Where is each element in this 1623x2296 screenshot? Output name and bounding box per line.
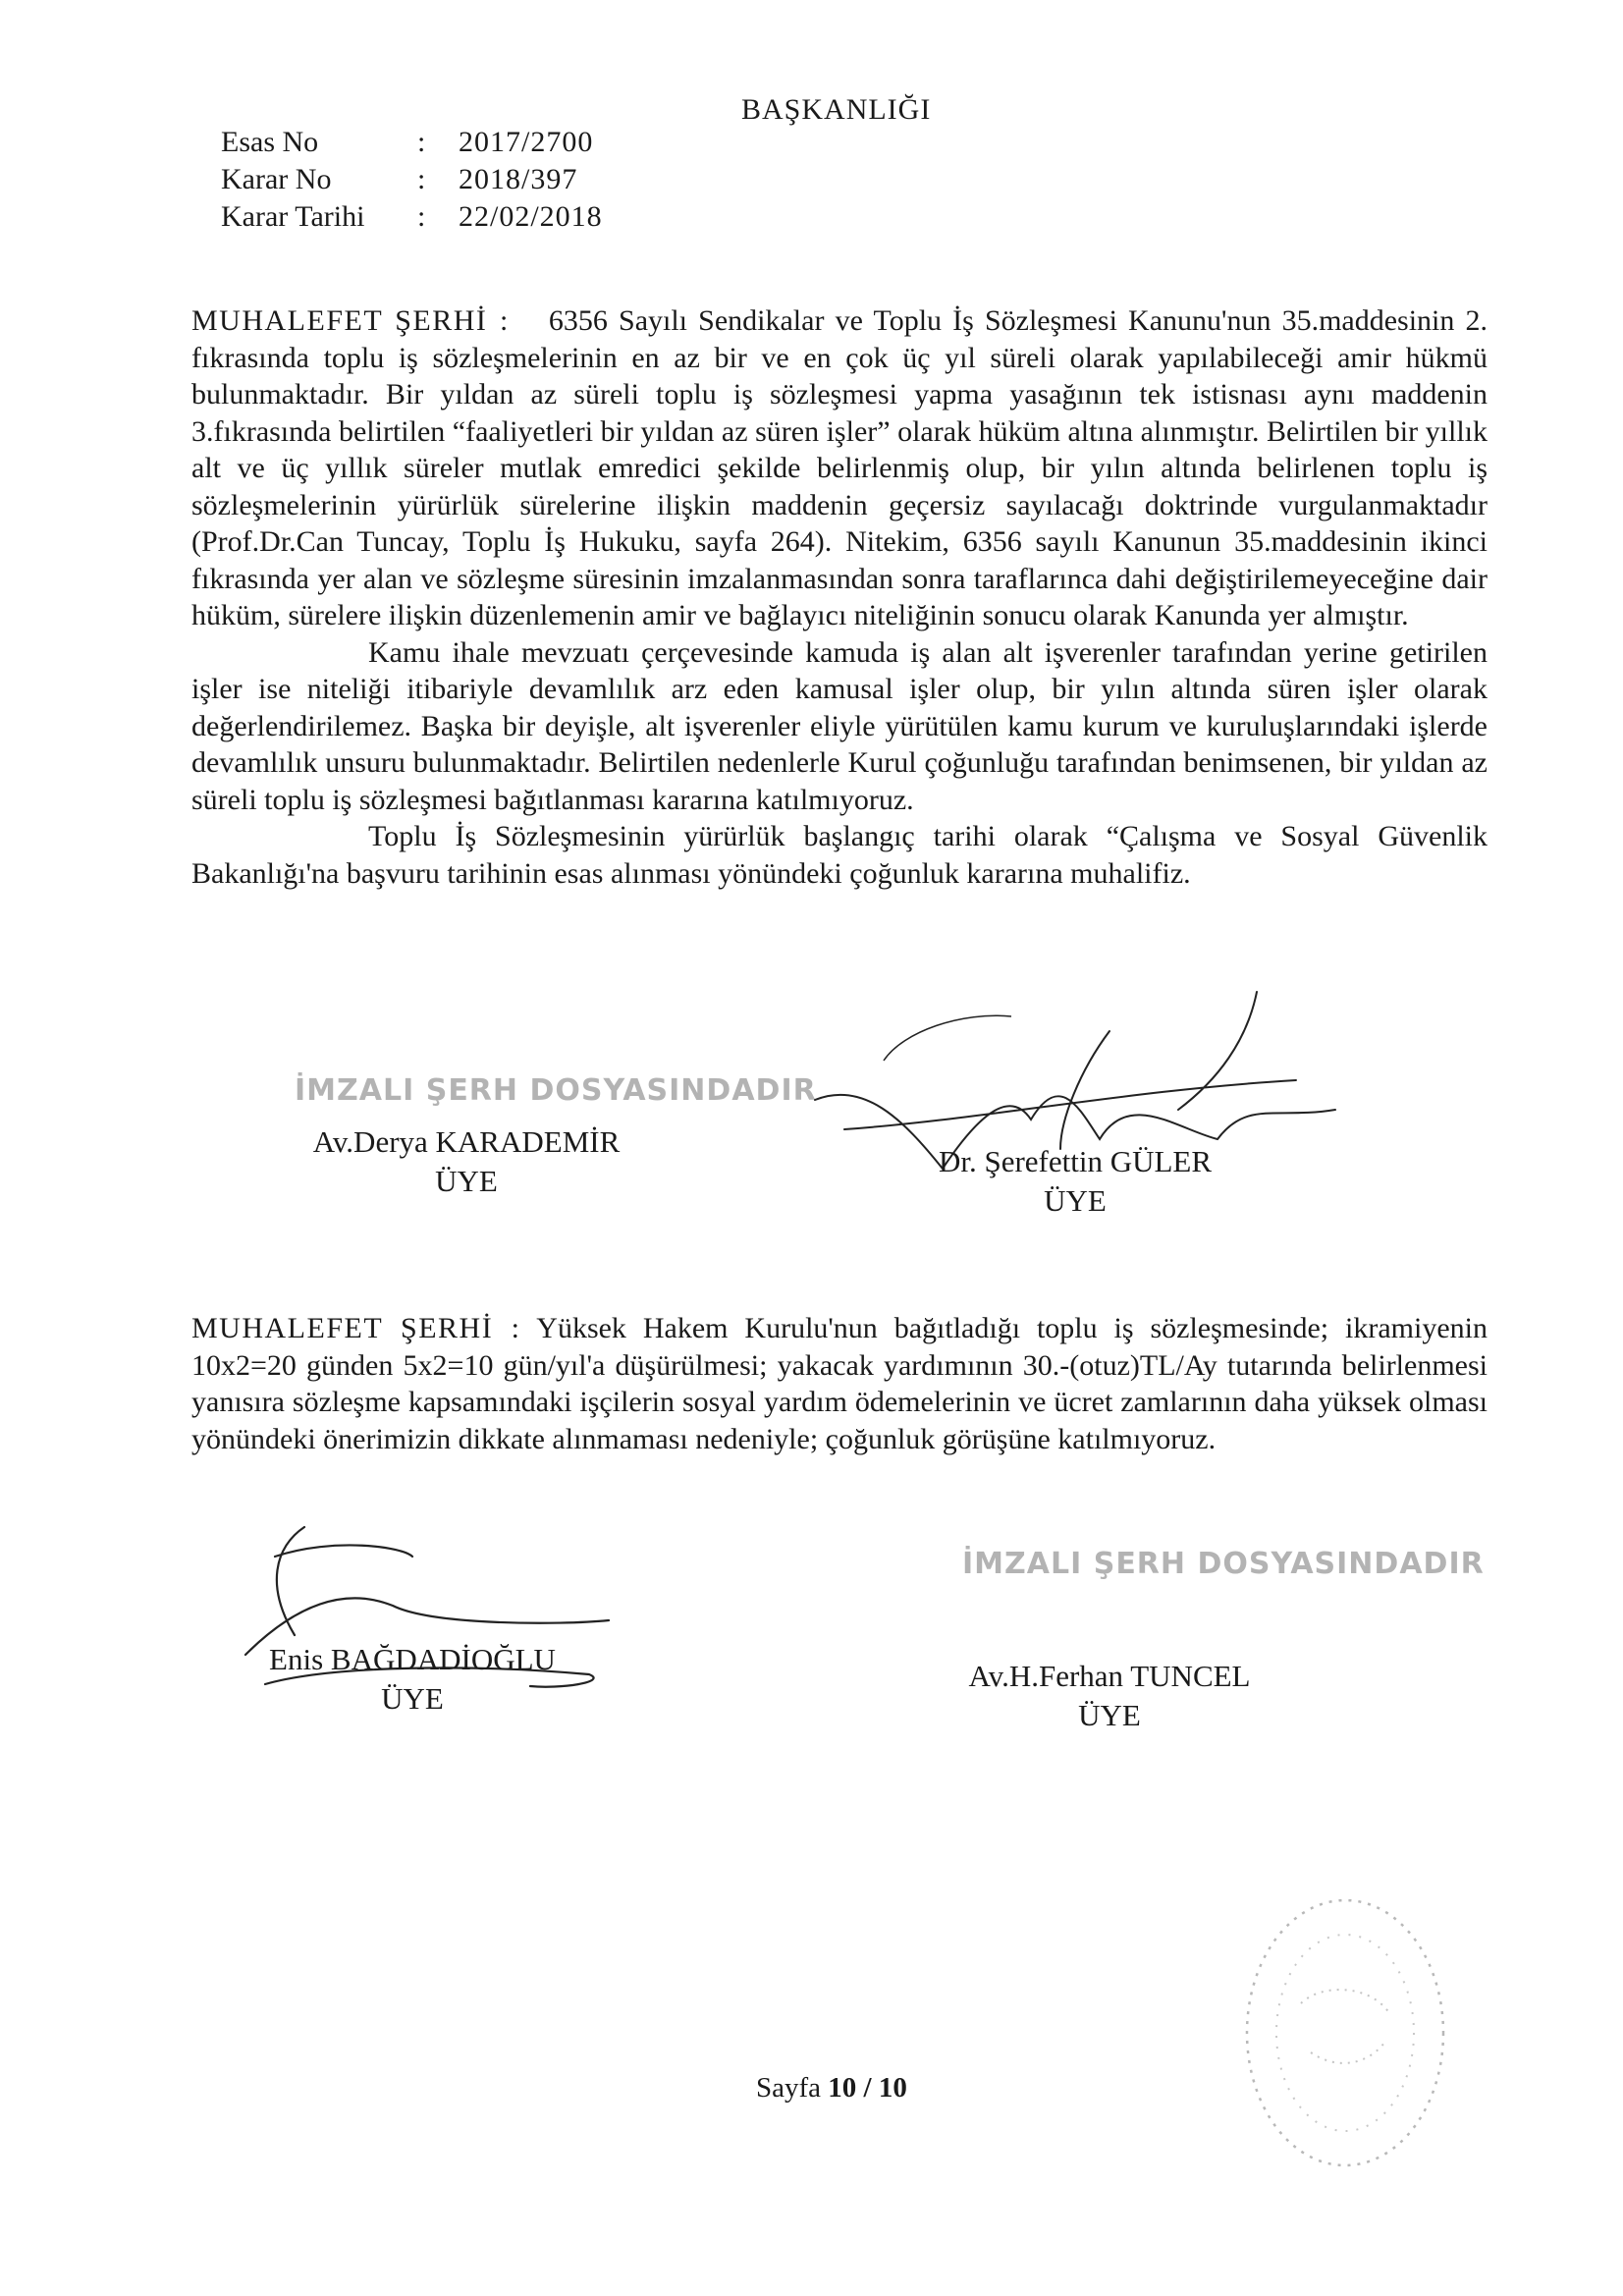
signatory-role: ÜYE (1078, 1698, 1141, 1732)
institution-title: BAŞKANLIĞI (741, 93, 932, 126)
meta-label: Esas No (221, 126, 319, 158)
meta-esas-no: Esas No : 2017/2700 (221, 126, 594, 158)
meta-value: 22/02/2018 (459, 200, 603, 233)
signatory-name: Dr. Şerefettin GÜLER (938, 1144, 1213, 1178)
signature-tuncel (923, 1657, 1296, 1735)
page-total: 10 (878, 2072, 907, 2104)
meta-karar-tarihi: Karar Tarihi : 22/02/2018 (221, 200, 603, 233)
section-heading: MUHALEFET ŞERHİ : (191, 1312, 521, 1344)
official-seal-icon (1232, 1886, 1458, 2180)
signatory-role: ÜYE (381, 1681, 444, 1716)
dissent-paragraph: Toplu İş Sözleşmesinin yürürlük başlangıç tarihi olarak “Çalışma ve Sosyal Güvenlik Bakanlığı'na başvuru tarihinin esas alınması yönündeki çoğunluk kararına muhalifiz. (191, 820, 1488, 890)
dissent-section-1 (191, 302, 1488, 892)
signed-dissent-stamp: İMZALI ŞERH DOSYASINDADIR (295, 1073, 817, 1108)
signatory-role: ÜYE (1044, 1183, 1107, 1218)
section-heading: MUHALEFET ŞERHİ : (191, 304, 510, 337)
dissent-paragraph (191, 1310, 1488, 1457)
meta-label: Karar Tarihi (221, 200, 365, 233)
dissent-section-2 (191, 1310, 1488, 1457)
page-number (756, 2072, 907, 2105)
page-word: Sayfa (756, 2072, 822, 2104)
meta-karar-no: Karar No : 2018/397 (221, 163, 578, 195)
meta-value: 2017/2700 (459, 126, 594, 158)
signed-dissent-stamp: İMZALI ŞERH DOSYASINDADIR (962, 1547, 1485, 1581)
signatory-name: Av.H.Ferhan TUNCEL (968, 1659, 1251, 1693)
dissent-paragraph: Kamu ihale mevzuatı çerçevesinde kamuda iş alan alt işverenler tarafından yerine getirilen işler ise niteliği itibariyle devamlılık arz eden kamusal işler olup, bir yılın altında süren işler olarak değerlendirilemez. Başka bir deyişle, alt işverenler eliyle yürütülen kamu kurum ve kuruluşlarındaki işlerde devamlılık unsuru bulunmaktadır. Belirtilen nedenlerle Kurul çoğunluğu tarafından benimsenen, bir yıldan az süreli toplu iş sözleşmesi bağıtlanması kararına katılmıyoruz. (191, 635, 1488, 816)
page-separator: / (863, 2072, 872, 2104)
signatory-name: Enis BAĞDADİOĞLU (269, 1642, 556, 1676)
page-current: 10 (828, 2072, 857, 2104)
paragraph-text: 6356 Sayılı Sendikalar ve Toplu İş Sözleşmesi Kanunu'nun 35.maddesinin 2. fıkrasında toplu iş sözleşmelerinin en az bir ve en çok üç yıl süreli olarak yapılabileceği amir hükmü bulunmaktadır. Bir yıldan az süreli toplu iş sözleşmesi yapma yasağının tek istisnası aynı maddenin 3.fıkrasında belirtilen “faaliyetleri bir yıldan az süren işler” olarak hüküm altına alınmıştır. Belirtilen bir yıllık alt ve üç yıllık süreler mutlak emredici şekilde belirlenmiş olup, bir yılın altında belirlenen toplu iş sözleşmelerinin yürürlük sürelerine ilişkin maddenin geçersiz sayılacağı doktrinde vurgulanmaktadır (Prof.Dr.Can Tuncay, Toplu İş Hukuku, sayfa 264). Nitekim, 6356 sayılı Kanunun 35.maddesinin ikinci fıkrasında yer alan ve sözleşme süresinin imzalanmasından sonra taraflarınca dahi değiştirilemeyeceğine dair hüküm, sürelere ilişkin düzenlemenin amir ve bağlayıcı niteliğinin sonucu olarak Kanunda yer almıştır. (191, 304, 1488, 631)
signature-guler (928, 1142, 1222, 1221)
meta-label: Karar No (221, 163, 332, 195)
signature-bagdadioglu (236, 1640, 589, 1719)
signature-karademir (290, 1122, 643, 1201)
signatory-role: ÜYE (435, 1164, 498, 1198)
dissent-paragraph (191, 302, 1488, 634)
signatory-name: Av.Derya KARADEMİR (312, 1124, 621, 1159)
paragraph-text: Yüksek Hakem Kurulu'nun bağıtladığı toplu iş sözleşmesinde; ikramiyenin 10x2=20 günden 5x2=10 gün/yıl'a düşürülmesi; yakacak yardımının 30.-(otuz)TL/Ay tutarında belirlenmesi yanısıra sözleşme kapsamındaki işçilerin sosyal yardım ödemelerinin ve ücret zamlarının daha yüksek olması yönündeki önerimizin dikkate alınmaması nedeniyle; çoğunluk görüşüne katılmıyoruz. (191, 1312, 1488, 1455)
meta-value: 2018/397 (459, 163, 578, 195)
